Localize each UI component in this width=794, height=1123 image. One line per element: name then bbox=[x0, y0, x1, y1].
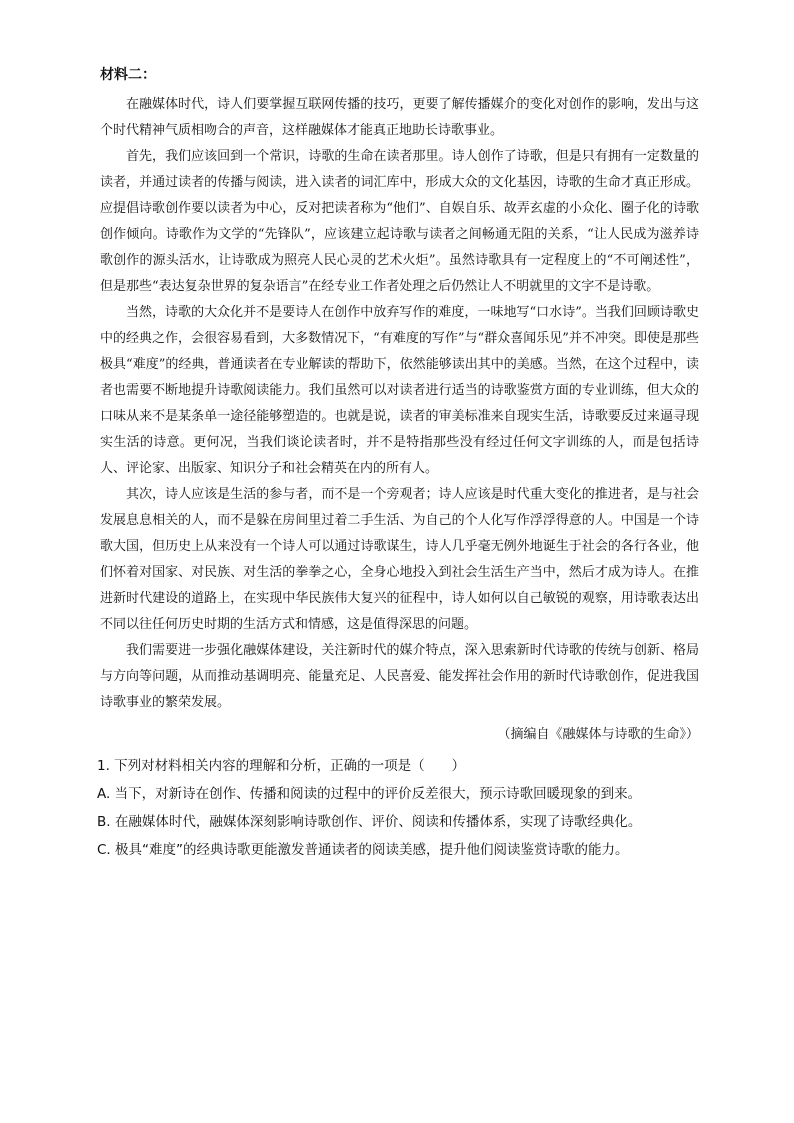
option-b: B. 在融媒体时代，融媒体深刻影响诗歌创作、评价、阅读和传播体系，实现了诗歌经典化。 bbox=[97, 814, 642, 830]
paragraph-3: 当然，诗歌的大众化并不是要诗人在创作中放弃写作的难度，一味地写“口水诗”。当我们回顾诗歌史中的经典之作，会很容易看到，大多数情况下，“有难度的写作”与“群众喜闻乐见”并不冲突。即使是那些极具“难度”的经典，普通读者在专业解读的帮助下，依然能够读出其中的美感。当然，在这个过程中，读者也需要不断地提升诗歌阅读能力。我们虽然可以对读者进行适当的诗歌鉴赏方面的专业训练，但大众的口味从来不是某条单一途径能够塑造的。也就是说，读者的审美标准来自现实生活，诗歌要反过来逼寻现实生活的诗意。更何况，当我们谈论读者时，并不是特指那些没有经过任何文字训练的人，而是包括诗人、评论家、出版家、知识分子和社会精英在内的所有人。 bbox=[100, 305, 699, 476]
option-c: C. 极具“难度”的经典诗歌更能激发普通读者的阅读美感，提升他们阅读鉴赏诗歌的能力。 bbox=[97, 842, 629, 858]
option-a: A. 当下，对新诗在创作、传播和阅读的过程中的评价反差很大，预示诗歌回暖现象的到来。 bbox=[97, 786, 642, 802]
source-citation: （摘编自《融媒体与诗歌的生命》） bbox=[497, 727, 699, 742]
paragraph-2: 首先，我们应该回到一个常识，诗歌的生命在读者那里。诗人创作了诗歌，但是只有拥有一定数量的读者，并通过读者的传播与阅读，进入读者的词汇库中，形成大众的文化基因，诗歌的生命才真正形成。应提倡诗歌创作要以读者为中心，反对把读者称为“他们”、自娱自乐、故弄玄虚的小众化、圈子化的诗歌创作倾向。诗歌作为文学的“先锋队”，应该建立起诗歌与读者之间畅通无阻的关系，“让人民成为滋养诗歌创作的源头活水，让诗歌成为照亮人民心灵的艺术火炬”。虽然诗歌具有一定程度上的“不可阐述性”，但是那些“表达复杂世界的复杂语言”在经专业工作者处理之后仍然让人不明就里的文字不是诗歌。 bbox=[100, 149, 699, 294]
paragraph-1: 在融媒体时代，诗人们要掌握互联网传播的技巧，更要了解传播媒介的变化对创作的影响，发出与这个时代精神气质相吻合的声音，这样融媒体才能真正地助长诗歌事业。 bbox=[100, 97, 699, 138]
question-stem: 1. 下列对材料相关内容的理解和分析，正确的一项是（ ） bbox=[97, 758, 466, 774]
paragraph-4: 其次，诗人应该是生活的参与者，而不是一个旁观者；诗人应该是时代重大变化的推进者，是与社会发展息息相关的人，而不是躲在房间里过着二手生活、为自己的个人化写作浮浮得意的人。中国是一个诗歌大国，但历史上从来没有一个诗人可以通过诗歌谋生，诗人几乎毫无例外地诞生于社会的各行各业，他们怀着对国家、对民族、对生活的拳拳之心，全身心地投入到社会生活生产当中，然后才成为诗人。在推进新时代建设的道路上，在实现中华民族伟大复兴的征程中，诗人如何以自己敏锐的观察，用诗歌表达出不同以往任何历史时期的生活方式和情感，这是值得深思的问题。 bbox=[100, 487, 699, 632]
paragraph-5: 我们需要进一步强化融媒体建设，关注新时代的媒介特点，深入思索新时代诗歌的传统与创新、格局与方向等问题，从而推动基调明亮、能量充足、人民喜爱、能发挥社会作用的新时代诗歌创作，促进我国诗歌事业的繁荣发展。 bbox=[100, 643, 699, 710]
material-heading: 材料二： bbox=[100, 67, 156, 83]
